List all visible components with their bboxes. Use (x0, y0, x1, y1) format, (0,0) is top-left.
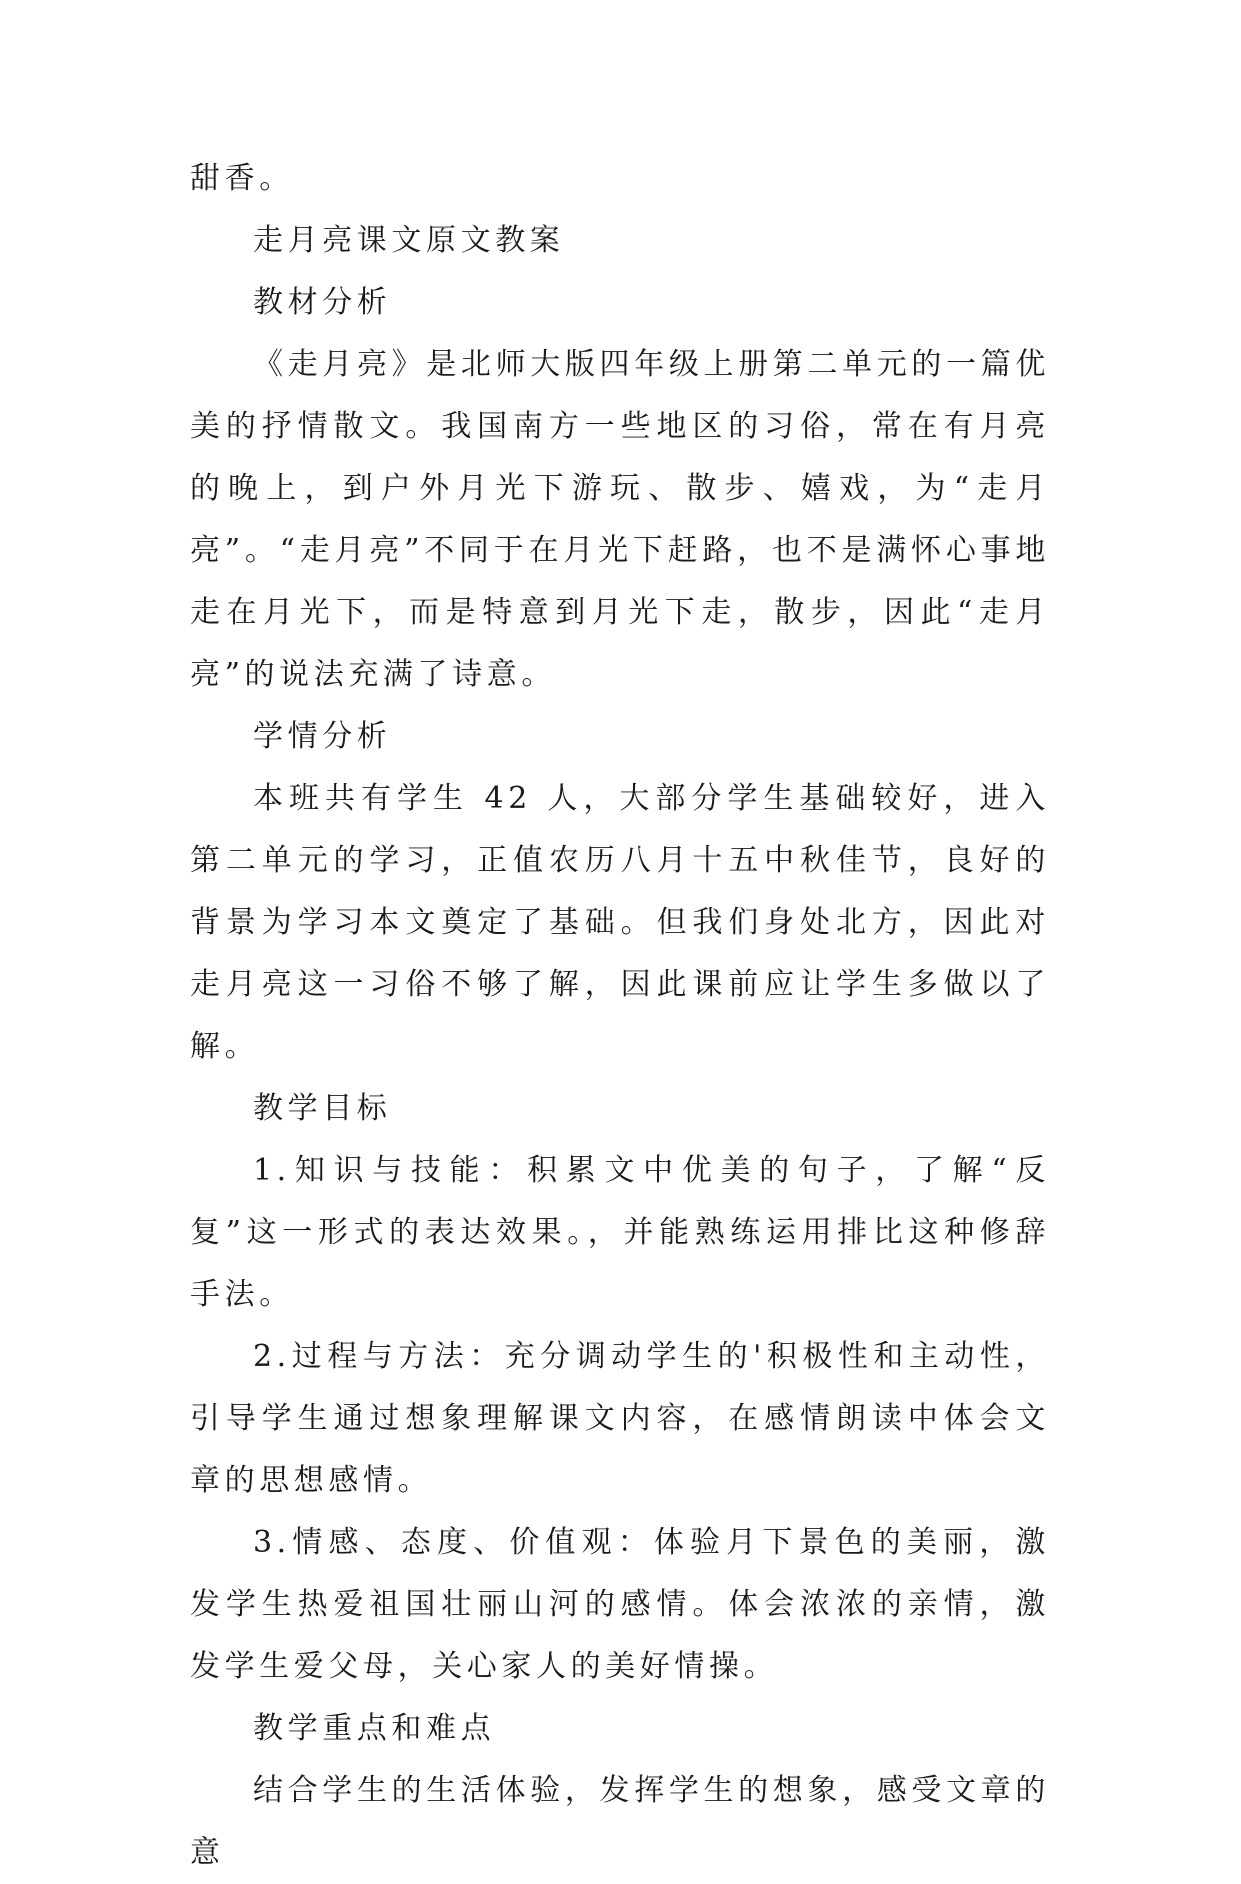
paragraph-student-analysis: 本班共有学生 42 人，大部分学生基础较好，进入第二单元的学习，正值农历八月十五中秋佳节，良好的背景为学习本文奠定了基础。但我们身处北方，因此对走月亮这一习俗不够了解，因此课前应让学生多做以了解。 (190, 781, 1050, 1064)
section-heading-teaching-goals: 教学目标 (253, 1091, 392, 1126)
document-title: 走月亮课文原文教案 (253, 223, 565, 258)
section-heading-textbook-analysis: 教材分析 (253, 285, 392, 320)
paragraph-goal-3: 3.情感、态度、价值观：体验月下景色的美丽，激发学生热爱祖国壮丽山河的感情。体会浓浓的亲情，激发学生爱父母，关心家人的美好情操。 (190, 1525, 1050, 1684)
paragraph-textbook-analysis: 《走月亮》是北师大版四年级上册第二单元的一篇优美的抒情散文。我国南方一些地区的习俗，常在有月亮的晚上，到户外月光下游玩、散步、嬉戏，为“走月亮”。“走月亮”不同于在月光下赶路，也不是满怀心事地走在月光下，而是特意到月光下走，散步，因此“走月亮”的说法充满了诗意。 (190, 347, 1050, 692)
section-heading-key-points: 教学重点和难点 (253, 1711, 496, 1746)
document-page (190, 148, 1050, 1884)
paragraph-continuation: 甜香。 (190, 161, 294, 196)
paragraph-key-points: 结合学生的生活体验，发挥学生的想象，感受文章的意 (190, 1773, 1050, 1870)
section-heading-student-analysis: 学情分析 (253, 719, 392, 754)
paragraph-goal-2: 2.过程与方法：充分调动学生的'积极性和主动性，引导学生通过想象理解课文内容，在感情朗读中体会文章的思想感情。 (190, 1339, 1050, 1498)
paragraph-goal-1: 1.知识与技能：积累文中优美的句子，了解“反复”这一形式的表达效果。，并能熟练运用排比这种修辞手法。 (190, 1153, 1050, 1312)
